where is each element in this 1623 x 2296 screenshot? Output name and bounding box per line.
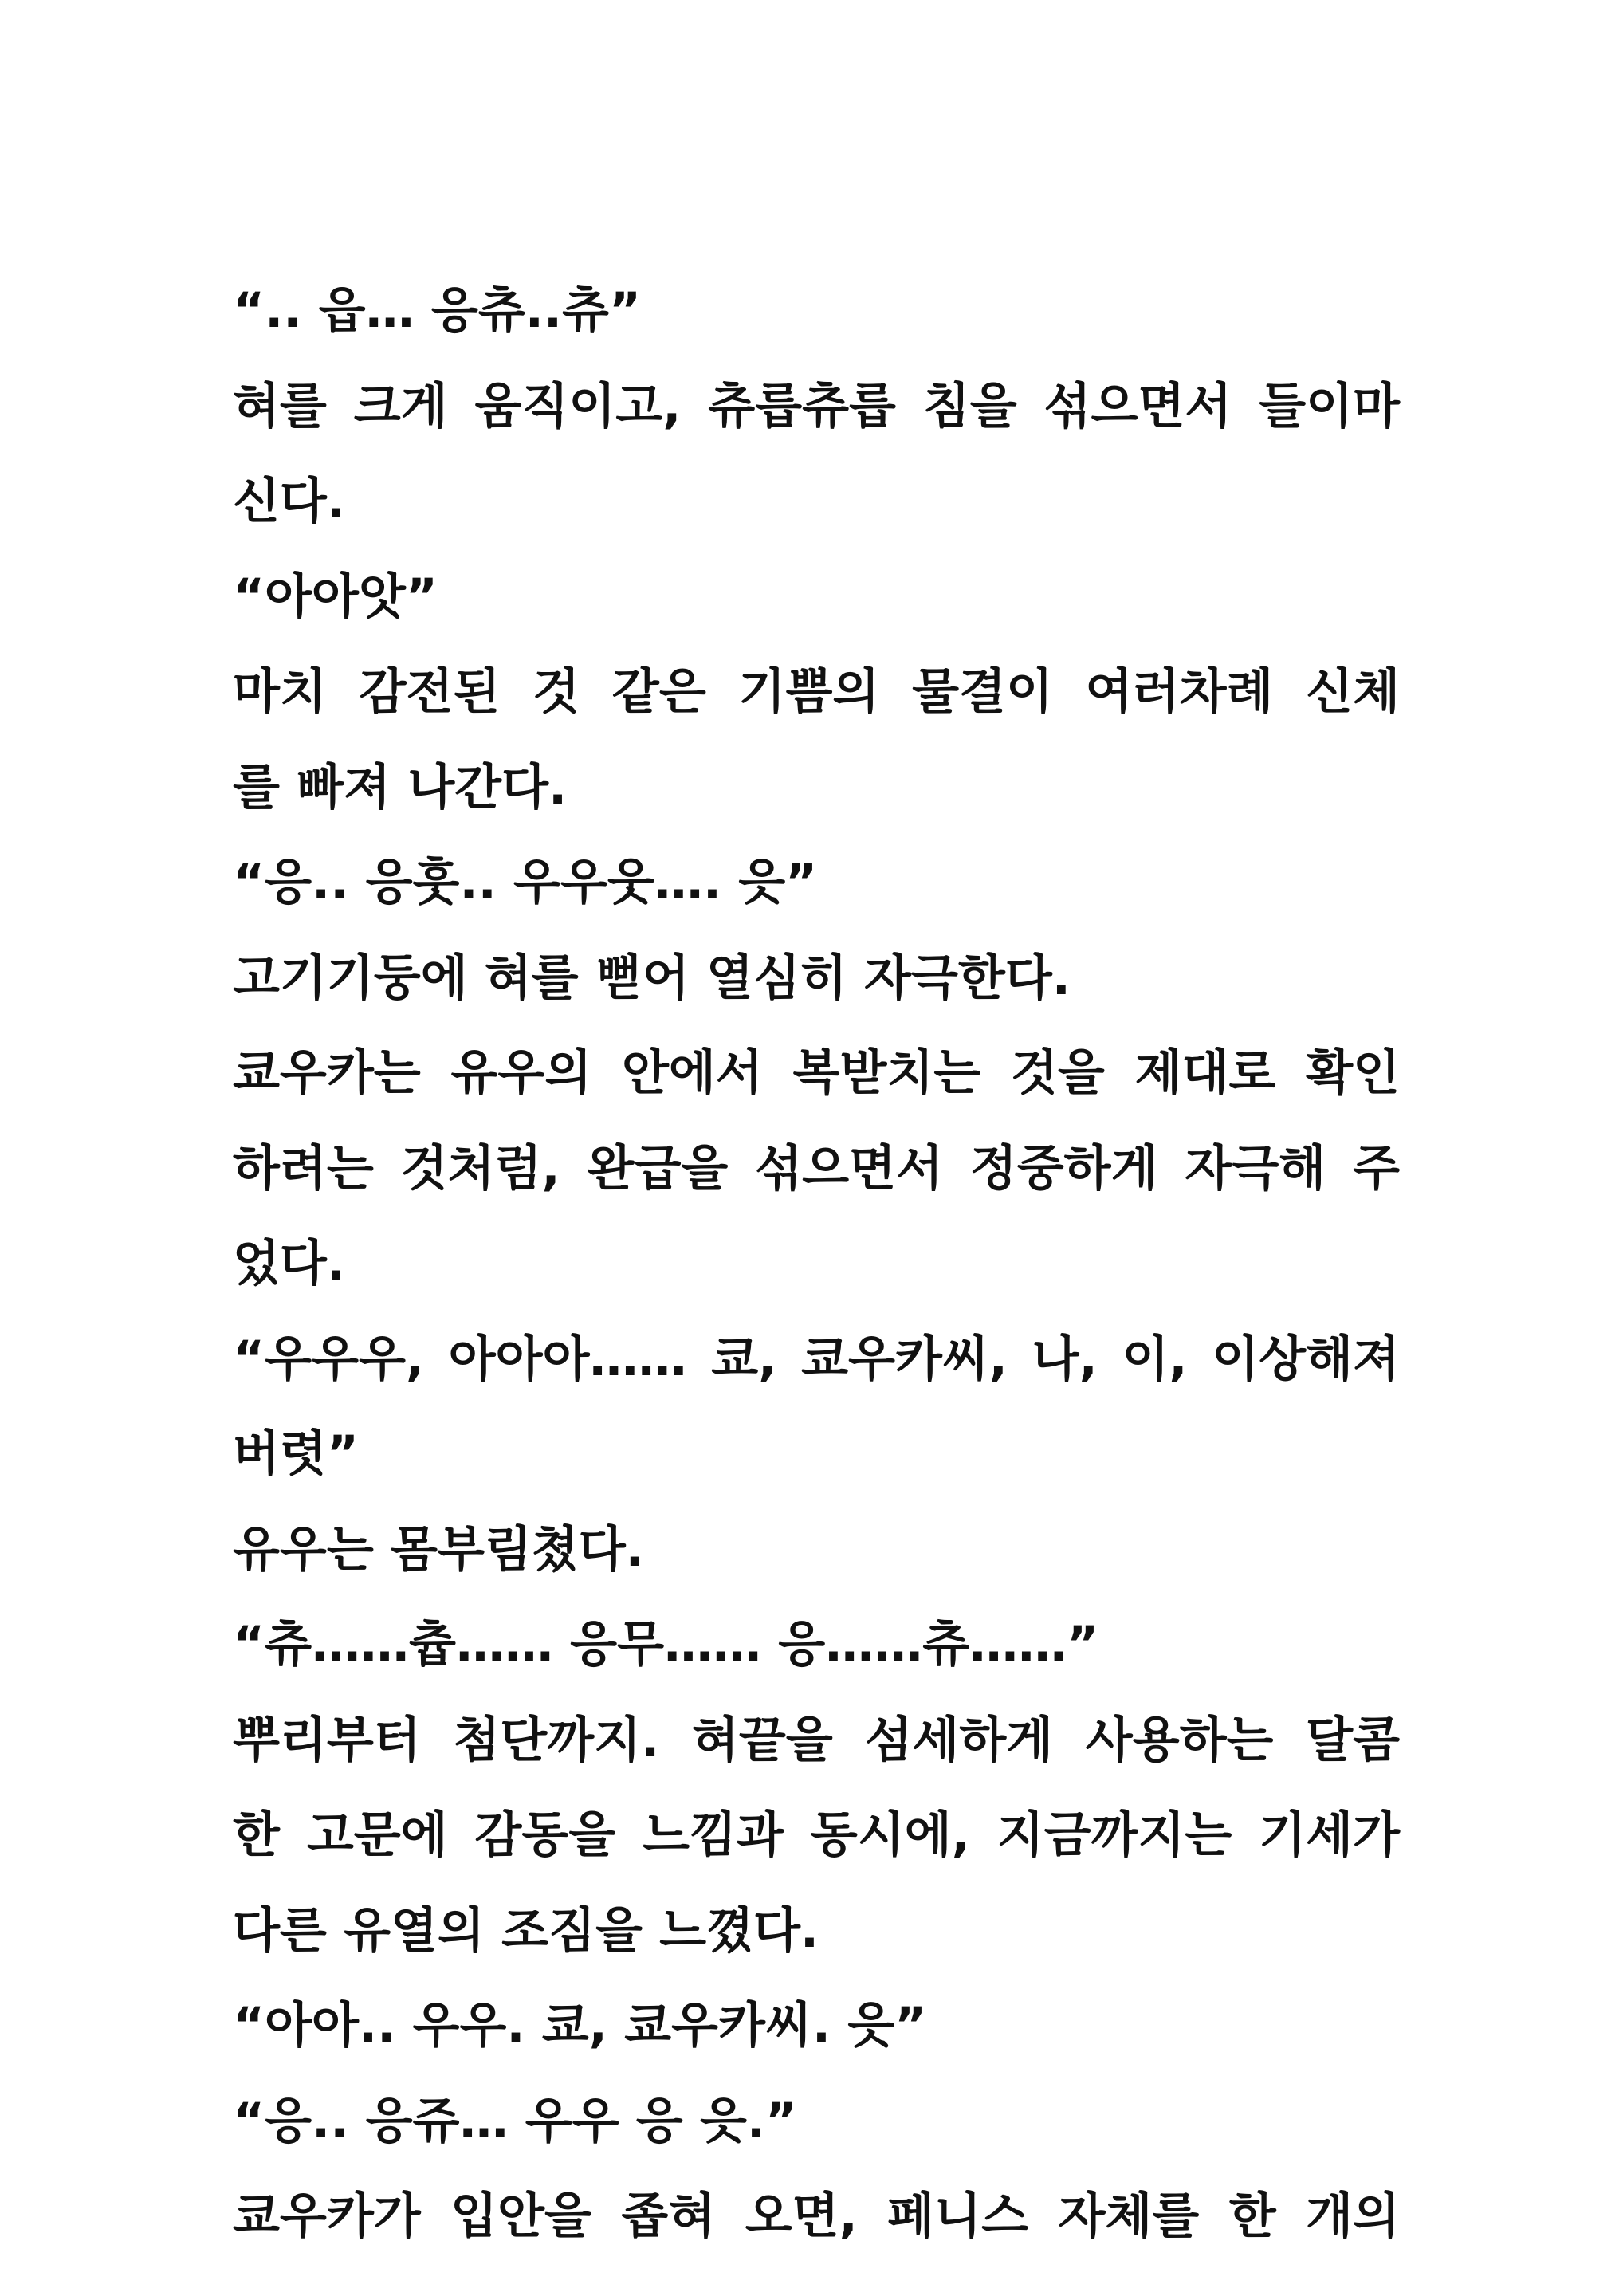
text-line: “아아앗”	[233, 568, 438, 625]
text-line: “응.. 응훗.. 우우웃…. 읏”	[233, 854, 818, 910]
text-line: 혀를 크게 움직이고, 츄릅츄릅 침을 섞으면서 들이마	[233, 377, 1400, 434]
text-line: “아아.. 우우. 쿄, 쿄우카씨. 읏”	[233, 1997, 927, 2054]
text-line: 한 고문에 감동을 느낌과 동시에, 지금까지는 기세가	[233, 1807, 1400, 1863]
body-text	[233, 263, 1400, 2264]
text-line: 쿄우카가 입안을 좁혀 오면, 페니스 자체를 한 개의	[233, 2188, 1400, 2244]
text-line: 었다.	[233, 1235, 346, 1292]
text-line: 버렷”	[233, 1425, 359, 1482]
text-line: 마치 감전된 것 같은 기쁨의 물결이 여러차례 신체	[233, 663, 1400, 720]
text-line: 를 빠져 나간다.	[233, 758, 568, 816]
text-line: 다른 유열의 조짐을 느꼈다.	[233, 1901, 819, 1959]
text-line: “츄……츕…… 응무…… 응……츄……”	[233, 1616, 1099, 1673]
text-line: 하려는 것처럼, 완급을 섞으면서 정중하게 자극해 주	[233, 1139, 1400, 1197]
text-line: “.. 읍… 응츄..츄”	[233, 282, 642, 339]
text-line: 신다.	[233, 473, 346, 529]
text-line: “우우우, 아아아…… 쿄, 쿄우카씨, 나, 이, 이상해져	[233, 1330, 1400, 1387]
text-line: 고기기둥에 혀를 뻗어 열심히 자극한다.	[233, 949, 1071, 1006]
text-line: 뿌리부터 첨단까지. 혀끝을 섬세하게 사용하는 달콤	[233, 1711, 1400, 1768]
text-line: 쿄우카는 유우의 안에서 복받치는 것을 제대로 확인	[233, 1044, 1400, 1101]
text-line: 유우는 몸부림쳤다.	[233, 1520, 644, 1578]
text-line: “응.. 응쥬… 우우 응 읏.”	[233, 2092, 798, 2149]
